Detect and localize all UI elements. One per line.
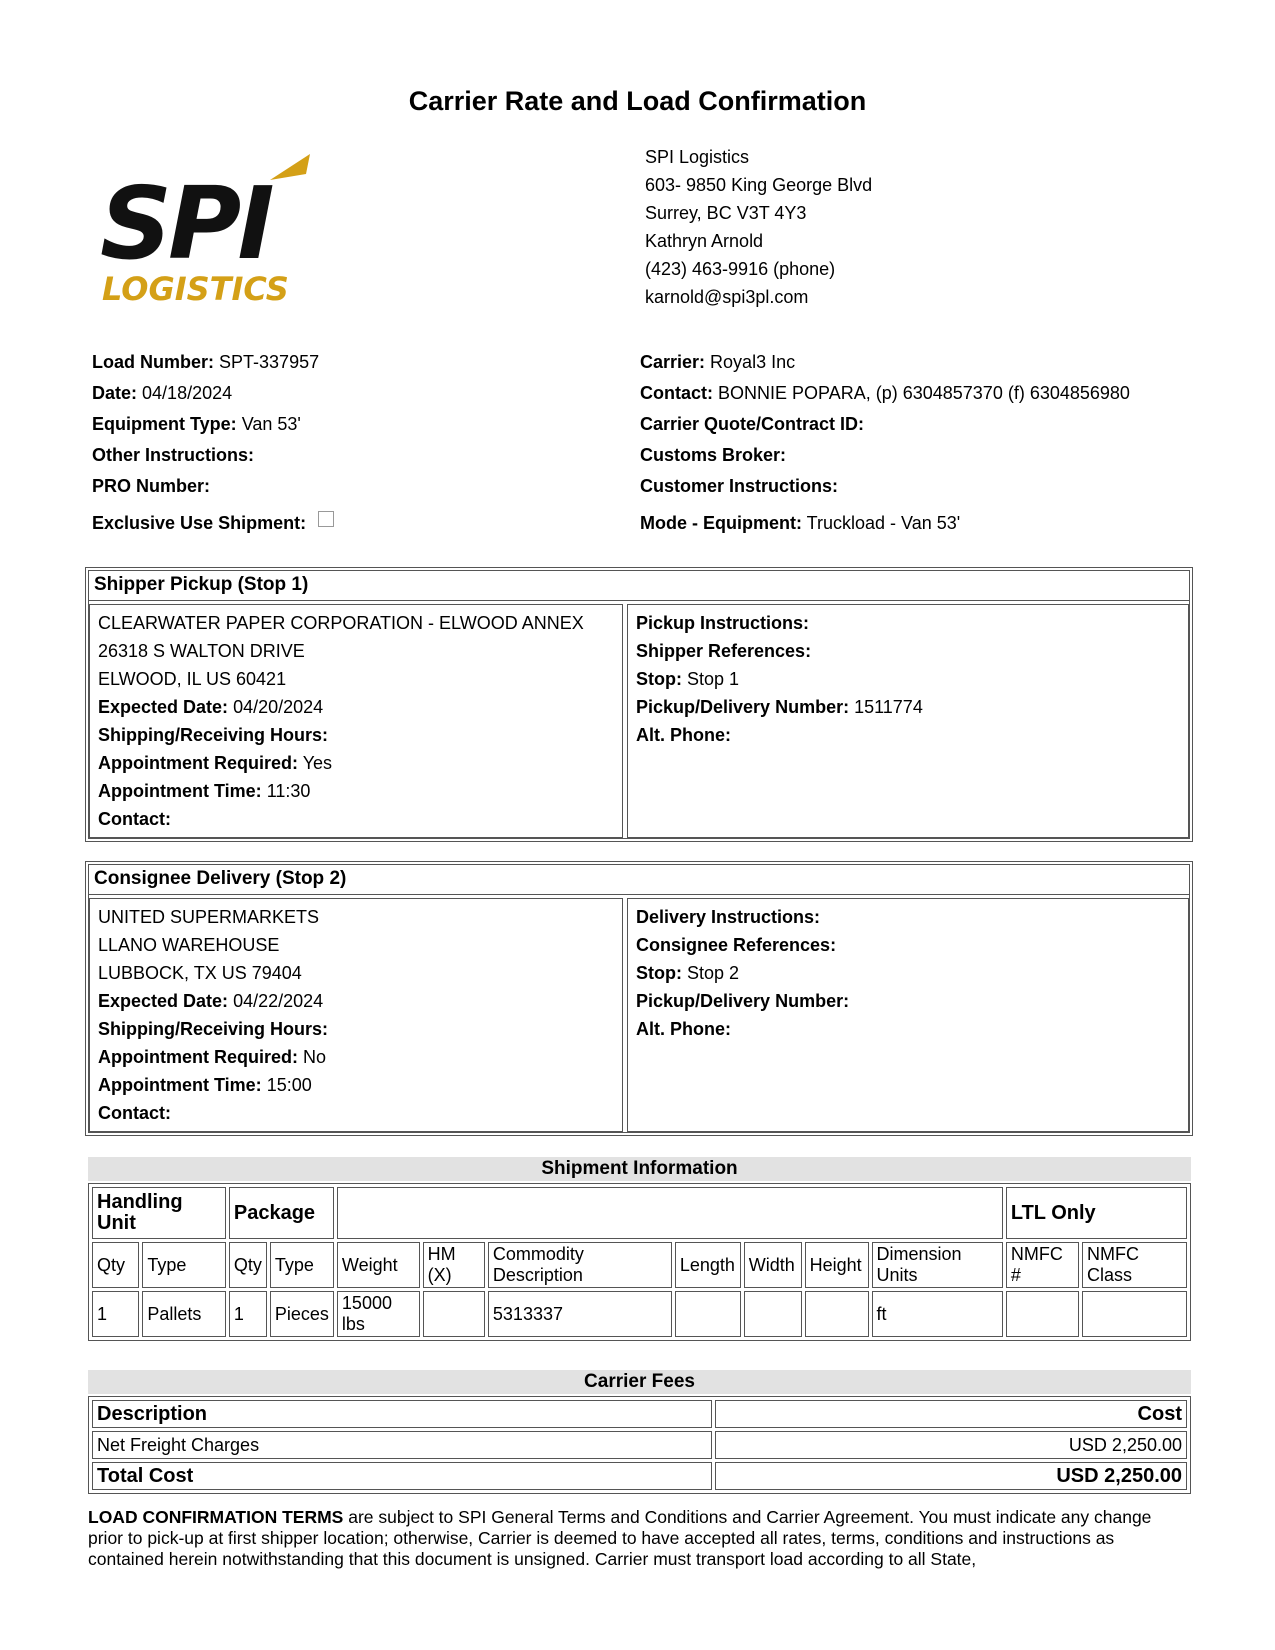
date-row: Date: 04/18/2024 [92,383,233,403]
col-package-type: Type [270,1242,334,1288]
mode-equipment-row: Mode - Equipment: Truckload - Van 53' [640,513,961,533]
shipper-references: Shipper References: [636,641,812,661]
shipper-address-panel [89,604,623,838]
delivery-instructions: Delivery Instructions: [636,907,821,927]
company-logo [100,150,340,320]
shipper-hours: Shipping/Receiving Hours: [98,725,329,745]
company-street: 603- 9850 King George Blvd [645,175,873,195]
fees-table [88,1396,1191,1494]
company-phone: (423) 463-9916 (phone) [645,259,836,279]
table-row [92,1291,1187,1337]
col-weight: Weight [337,1242,420,1288]
fee-line-description: Net Freight Charges [92,1431,712,1459]
company-email[interactable] [645,283,872,311]
consignee-appointment-required: Appointment Required: No [98,1047,327,1067]
pickup-instructions: Pickup Instructions: [636,613,810,633]
consignee-delivery-section [88,864,1190,1133]
other-instructions-row: Other Instructions: [92,445,255,465]
company-contact: Kathryn Arnold [645,231,764,251]
col-length: Length [675,1242,741,1288]
page-title: Carrier Rate and Load Confirmation [408,86,867,116]
pickup-alt-phone: Alt. Phone: [636,725,731,745]
delivery-details-panel [627,898,1189,1132]
load-number-row: Load Number: SPT-337957 [92,352,320,372]
cell-width [744,1291,802,1337]
mode-equipment-value: Truckload - Van 53' [806,513,961,533]
shipper-pickup-header: Shipper Pickup (Stop 1) [89,571,1189,601]
svg-text:LOGISTICS: LOGISTICS [102,270,289,308]
shipment-table [88,1183,1191,1341]
delivery-stop: Stop: Stop 2 [636,963,740,983]
svg-text:SPI: SPI [100,165,271,282]
pickup-delivery-number: Pickup/Delivery Number: 1511774 [636,697,923,717]
col-width: Width [744,1242,802,1288]
cell-length [675,1291,741,1337]
cell-package-type: Pieces [270,1291,334,1337]
fees-table-wrapper [88,1396,1191,1494]
shipper-appointment-time: Appointment Time: 11:30 [98,781,311,801]
cell-height [805,1291,869,1337]
consignee-address-panel [89,898,623,1132]
customs-broker-row: Customs Broker: [640,445,787,465]
shipper-contact: Contact: [98,809,171,829]
date-value: 04/18/2024 [142,383,233,403]
cell-type: Pallets [142,1291,226,1337]
cell-package-qty: 1 [229,1291,267,1337]
carrier-value: Royal3 Inc [710,352,796,372]
terms-lead: LOAD CONFIRMATION TERMS [88,1507,344,1527]
delivery-pd-number: Pickup/Delivery Number: [636,991,850,1011]
cell-weight: 15000 lbs [337,1291,420,1337]
cell-qty: 1 [92,1291,139,1337]
package-header: Package [229,1187,334,1239]
cell-hm [423,1291,485,1337]
company-email-link[interactable]: karnold@spi3pl.com [645,287,809,307]
table-row [92,1431,1187,1459]
shipment-information-band: Shipment Information [88,1157,1191,1181]
delivery-alt-phone: Alt. Phone: [636,1019,731,1039]
shipment-table-wrapper [88,1183,1191,1341]
company-city: Surrey, BC V3T 4Y3 [645,203,807,223]
fees-cost-header: Cost [715,1400,1187,1428]
consignee-references: Consignee References: [636,935,837,955]
exclusive-use-checkbox[interactable] [318,511,334,527]
col-package-qty: Qty [229,1242,267,1288]
load-number-value: SPT-337957 [219,352,320,372]
equipment-type-value: Van 53' [241,414,301,434]
col-qty: Qty [92,1242,139,1288]
cell-nmfc-class [1082,1291,1187,1337]
company-address-block [645,143,872,311]
shipper-appointment-required: Appointment Required: Yes [98,753,333,773]
col-dimension-units: Dimension Units [872,1242,1003,1288]
carrier-contact-row: Contact: BONNIE POPARA, (p) 6304857370 (f) 6304856980 [640,383,1130,403]
consignee-appointment-time: Appointment Time: 15:00 [98,1075,312,1095]
pickup-stop: Stop: Stop 1 [636,669,740,689]
consignee-delivery-header: Consignee Delivery (Stop 2) [89,865,1189,895]
shipper-city: ELWOOD, IL US 60421 [98,669,287,689]
exclusive-use-row: Exclusive Use Shipment: [92,513,334,534]
terms-text: are subject to SPI General Terms and Conditions and Carrier Agreement. You must indicate any change prior to pick-up at first shipper location; otherwise, Carrier is deemed to have accepted all rates, terms, conditions and instructions as contained herein notwithstanding that this document is unsigned. Carrier must transport load according to all State, [88,1507,1152,1569]
customer-instructions-row: Customer Instructions: [640,476,839,496]
consignee-name: UNITED SUPERMARKETS [98,907,320,927]
col-nmfc-class: NMFC Class [1082,1242,1187,1288]
total-cost-label: Total Cost [92,1462,712,1490]
carrier-row: Carrier: Royal3 Inc [640,352,796,372]
consignee-expected-date: Expected Date: 04/22/2024 [98,991,324,1011]
load-confirmation-terms [88,1507,1188,1570]
cell-commodity: 5313337 [488,1291,672,1337]
shipper-street: 26318 S WALTON DRIVE [98,641,305,661]
shipment-spacer-cell [337,1187,1003,1239]
col-nmfc: NMFC # [1006,1242,1079,1288]
ltl-only-header: LTL Only [1006,1187,1187,1239]
cell-dimension-units: ft [872,1291,1003,1337]
pickup-details-panel [627,604,1189,838]
col-hm: HM (X) [423,1242,485,1288]
carrier-fees-band: Carrier Fees [88,1370,1191,1394]
equipment-type-row: Equipment Type: Van 53' [92,414,301,434]
carrier-quote-row: Carrier Quote/Contract ID: [640,414,865,434]
pro-number-row: PRO Number: [92,476,211,496]
handling-unit-header: Handling Unit [92,1187,226,1239]
consignee-contact: Contact: [98,1103,171,1123]
fee-line-cost: USD 2,250.00 [715,1431,1187,1459]
shipper-expected-date: Expected Date: 04/20/2024 [98,697,324,717]
fees-description-header: Description [92,1400,712,1428]
col-commodity: Commodity Description [488,1242,672,1288]
shipment-column-headers [92,1242,1187,1288]
consignee-hours: Shipping/Receiving Hours: [98,1019,329,1039]
total-cost-value: USD 2,250.00 [715,1462,1187,1490]
consignee-street: LLANO WAREHOUSE [98,935,280,955]
shipper-pickup-section [88,570,1190,839]
spi-logo-graphic [100,150,340,320]
col-type: Type [142,1242,226,1288]
shipper-name: CLEARWATER PAPER CORPORATION - ELWOOD ANNEX [98,613,584,633]
consignee-city: LUBBOCK, TX US 79404 [98,963,302,983]
cell-nmfc [1006,1291,1079,1337]
carrier-contact-value: BONNIE POPARA, (p) 6304857370 (f) 6304856980 [718,383,1130,403]
company-name: SPI Logistics [645,147,750,167]
col-height: Height [805,1242,869,1288]
